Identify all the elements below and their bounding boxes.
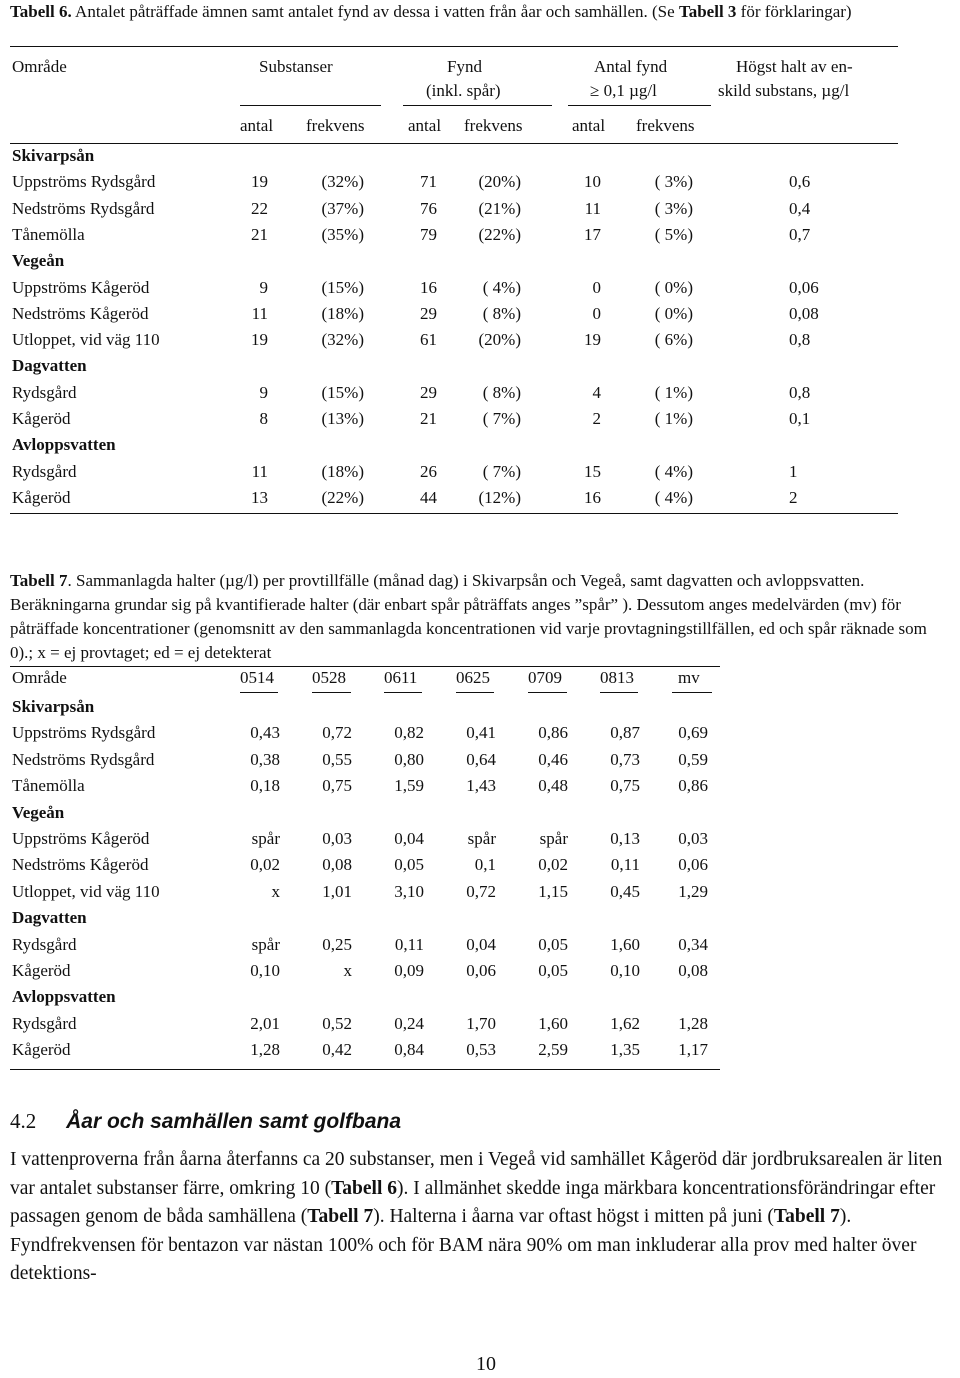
table7-cell: 0,02 <box>538 855 568 875</box>
table6-cell: 11 <box>584 198 601 218</box>
section-heading <box>10 1109 401 1134</box>
table7-cell: 0,69 <box>678 723 708 743</box>
table7-caption-label: Tabell 7 <box>10 571 68 590</box>
table7-cell: 0,86 <box>538 723 568 743</box>
page-number: 10 <box>476 1353 496 1375</box>
table6-header-max: Högst halt av en- <box>736 57 853 76</box>
table6-row <box>0 172 960 198</box>
table6-cell: (15%) <box>321 277 364 297</box>
table6-row-name: Rydsgård <box>12 461 77 481</box>
table7-header-col: 0813 <box>600 668 634 687</box>
table6-row-name: Utloppet, vid väg 110 <box>12 330 160 350</box>
table6-cell: ( 5%) <box>654 224 693 244</box>
table6-subheader-frekvens-1: frekvens <box>306 116 365 135</box>
table6-header-finds-sub: (inkl. spår) <box>426 81 501 100</box>
table6-row-name: Kågeröd <box>12 487 71 507</box>
table6-cell: 0,06 <box>789 277 819 297</box>
table7-header-col: mv <box>678 668 700 687</box>
table6-row-name: Uppströms Rydsgård <box>12 172 156 192</box>
table6-cell: 17 <box>584 224 601 244</box>
table7-row <box>0 1014 960 1040</box>
table7-cell: 0,73 <box>610 749 640 769</box>
table7-section-row <box>0 803 960 829</box>
table7-cell: 1,60 <box>610 934 640 954</box>
table7-cell: 3,10 <box>394 881 424 901</box>
table7-cell: 0,45 <box>610 881 640 901</box>
table6-cell: 21 <box>420 409 437 428</box>
table6-cell: ( 7%) <box>482 461 521 481</box>
table7-col-rule-5 <box>528 692 567 693</box>
table6-cell: (35%) <box>321 224 364 244</box>
table6-cell: ( 4%) <box>654 461 693 481</box>
table6-cell: 0 <box>592 277 601 297</box>
table6-section-label: Vegeån <box>12 251 65 271</box>
table7-cell: 2,59 <box>538 1040 568 1060</box>
table7-top-rule <box>10 666 720 667</box>
table7-header-col: 0611 <box>384 668 418 687</box>
table7-cell: 1,01 <box>322 881 352 901</box>
table6-cell: 0 <box>592 303 601 323</box>
table7-row-name: Rydsgård <box>12 1013 77 1033</box>
table7-cell: 0,48 <box>538 776 568 796</box>
table6-cell: ( 3%) <box>654 198 693 218</box>
table7-col-rule-6 <box>600 692 638 693</box>
table6-row <box>0 330 960 356</box>
table7-cell: spår <box>539 829 568 848</box>
table7-cell: 0,75 <box>322 776 352 796</box>
table6-header-area: Område <box>12 57 67 76</box>
table7-section-label: Avloppsvatten <box>12 987 116 1007</box>
table7-section-row <box>0 697 960 723</box>
table7-section-row <box>0 987 960 1013</box>
table6-cell: 15 <box>584 461 601 481</box>
table6-subheader-frekvens-3: frekvens <box>636 116 695 135</box>
table7-cell: 0,24 <box>394 1013 424 1033</box>
table7-header-area: Område <box>12 668 67 687</box>
table6-section-label: Skivarpsån <box>12 146 95 165</box>
table7-cell: spår <box>251 829 280 848</box>
table7-header-col: 0625 <box>456 668 490 687</box>
table7-section-label: Skivarpsån <box>12 697 95 716</box>
table7-row-name: Tånemölla <box>12 776 85 796</box>
table6-cell: 13 <box>251 487 268 507</box>
table6-cell: 11 <box>251 461 268 481</box>
table6-bottom-rule <box>10 513 898 514</box>
table6-section-row <box>0 146 960 172</box>
table6-cell: (22%) <box>478 224 521 244</box>
table6-cell: ( 7%) <box>482 409 521 428</box>
body-paragraph <box>10 1146 945 1289</box>
table7-cell: 0,72 <box>322 723 352 743</box>
table7-col-rule-3 <box>384 692 422 693</box>
body-ref-table6[interactable]: Tabell 6 <box>331 1177 398 1199</box>
table7-header-col: 0709 <box>528 668 562 687</box>
section-title: Åar och samhällen samt golfbana <box>66 1110 402 1133</box>
table7-row <box>0 855 960 881</box>
table6-cell: 79 <box>420 224 437 244</box>
table7-row-name: Nedströms Rydsgård <box>12 749 155 769</box>
table7-section-row <box>0 908 960 934</box>
table6-row-name: Rydsgård <box>12 382 77 402</box>
table6-cell: 4 <box>592 382 601 402</box>
table6-cell: ( 1%) <box>654 382 693 402</box>
table7-cell: 0,10 <box>250 961 280 980</box>
table6-cell: 29 <box>420 382 437 402</box>
body-text-1: I vattenproverna från åarna återfanns ca 20 substanser, men i Vegeå vid samhället Kågeröd där jordbruksarealen är liten var antalet substanser färre, omkring 10 ( <box>10 1149 943 1199</box>
table6-caption-ref: Tabell 3 <box>678 2 737 21</box>
table6-cell: 22 <box>251 198 268 218</box>
table6-cell: 9 <box>259 277 268 297</box>
table6-row-name: Nedströms Rydsgård <box>12 198 155 218</box>
table7-section-label: Dagvatten <box>12 908 87 928</box>
table7-cell: 0,08 <box>322 855 352 875</box>
table6-row-name: Uppströms Kågeröd <box>12 277 150 297</box>
table7-caption <box>10 569 935 665</box>
table7-cell: 1,70 <box>466 1013 496 1033</box>
table6-cell: ( 8%) <box>482 303 521 323</box>
table7-col-rule-7 <box>672 692 712 693</box>
table7-row-name: Rydsgård <box>12 934 77 954</box>
table7-cell: 0,11 <box>394 934 424 954</box>
table6-cell: ( 1%) <box>654 409 693 428</box>
table7-row <box>0 776 960 802</box>
table6-cell: 8 <box>259 409 268 428</box>
table7-cell: 0,72 <box>466 881 496 901</box>
table6-section-label: Dagvatten <box>12 356 87 376</box>
table6-cell: 11 <box>251 303 268 323</box>
table7-header-col: 0514 <box>240 668 274 687</box>
body-text-2: ). I allmänhet skedde inga märkbara koncentrationsförändringar efter passagen genom de båda samhällena ( <box>10 1177 936 1227</box>
table6-row <box>0 278 960 304</box>
table6-cell: (20%) <box>478 330 521 350</box>
table7-cell: 1,17 <box>678 1040 708 1060</box>
table6-header-finds: Fynd <box>447 57 482 76</box>
table7-row-name: Kågeröd <box>12 1040 71 1060</box>
table7-cell: 0,84 <box>394 1040 424 1060</box>
table7-cell: 0,42 <box>322 1040 352 1060</box>
table7-cell: 1,35 <box>610 1040 640 1060</box>
table6-cell: 0,4 <box>789 198 811 218</box>
table7-cell: 0,04 <box>466 934 496 954</box>
table7-cell: 1,59 <box>394 776 424 796</box>
table7-col-rule-2 <box>312 692 351 693</box>
table7-cell: 0,02 <box>250 855 280 875</box>
table7-cell: 0,59 <box>678 749 708 769</box>
table7-cell: 0,46 <box>538 749 568 769</box>
table6-cell: 0,7 <box>789 224 811 244</box>
table6-cell: 76 <box>420 198 437 218</box>
table6-cell: (13%) <box>321 409 364 428</box>
table6-cell: 26 <box>420 461 437 481</box>
table7-cell: 0,53 <box>466 1040 496 1060</box>
table7-cell: 0,08 <box>678 961 708 980</box>
table6-caption <box>10 0 935 23</box>
table7-cell: 0,52 <box>322 1013 352 1033</box>
table7-row <box>0 750 960 776</box>
table6-header-substances: Substanser <box>259 57 333 76</box>
table7-cell: 0,55 <box>322 749 352 769</box>
table7-cell: 0,86 <box>678 776 708 796</box>
table6-cell: (37%) <box>321 198 364 218</box>
table7-row-name: Nedströms Kågeröd <box>12 855 149 875</box>
table6-cell: (15%) <box>321 382 364 402</box>
body-ref-table7-a[interactable]: Tabell 7 <box>307 1206 374 1227</box>
table6-row-name: Tånemölla <box>12 224 85 244</box>
table7-cell: 0,82 <box>394 723 424 743</box>
table6-cell: 61 <box>420 330 437 350</box>
table7-cell: spår <box>251 934 280 954</box>
table6-row <box>0 383 960 409</box>
table6-cell: (18%) <box>321 303 364 323</box>
table6-cell: (21%) <box>478 198 521 218</box>
table7-cell: 0,05 <box>538 961 568 980</box>
table7-row-name: Utloppet, vid väg 110 <box>12 881 160 901</box>
table6-cell: 2 <box>592 409 601 428</box>
table7-cell: 0,25 <box>322 934 352 954</box>
table7-row <box>0 935 960 961</box>
table6-cell: 0,6 <box>789 172 811 192</box>
table6-cell: 16 <box>420 277 437 297</box>
table6-row <box>0 304 960 330</box>
table6-header-count-sub: ≥ 0,1 µg/l <box>590 81 657 100</box>
table6-section-row <box>0 251 960 277</box>
table6-cell: 29 <box>420 303 437 323</box>
table6-cell: 19 <box>251 330 268 350</box>
table7-row <box>0 882 960 908</box>
table6-cell: 0,08 <box>789 303 819 323</box>
table7-cell: 1,62 <box>610 1013 640 1033</box>
table7-cell: 0,80 <box>394 749 424 769</box>
table6-cell: ( 6%) <box>654 330 693 350</box>
table7-cell: spår <box>467 829 496 848</box>
table7-cell: 0,04 <box>394 829 424 848</box>
table6-cell: 16 <box>584 487 601 507</box>
table6-cell: (20%) <box>478 172 521 192</box>
table7-cell: 0,11 <box>610 855 640 875</box>
table6-row <box>0 488 960 514</box>
table7-row <box>0 723 960 749</box>
table7-cell: 1,28 <box>250 1040 280 1060</box>
table6-caption-text: Antalet påträffade ämnen samt antalet fynd av dessa i vatten från åar och samhällen. (Se <box>71 2 679 21</box>
table7-header-col: 0528 <box>312 668 346 687</box>
table6-count-rule <box>568 105 711 106</box>
table7-cell: 0,18 <box>250 776 280 796</box>
table6-subheader-antal-1: antal <box>240 116 274 135</box>
table6-cell: (22%) <box>321 487 364 507</box>
body-text-4: ). Fyndfrekvensen för bentazon var nästan 100% och för BAM nära 90% om man inkluderar alla prov med halter över detektions- <box>10 1206 917 1284</box>
table7-bottom-rule <box>10 1069 720 1070</box>
table7-col-rule-1 <box>240 692 278 693</box>
table6-substances-rule <box>240 105 381 106</box>
table6-row-name: Nedströms Kågeröd <box>12 303 149 323</box>
table6-cell: (18%) <box>321 461 364 481</box>
table6-row <box>0 409 960 435</box>
table6-subheader-frekvens-2: frekvens <box>464 116 523 135</box>
table6-cell: 21 <box>251 224 268 244</box>
table6-header-rule <box>10 143 898 144</box>
table6-row-name: Kågeröd <box>12 409 71 428</box>
table6-cell: 9 <box>259 382 268 402</box>
table7-cell: 0,05 <box>538 934 568 954</box>
table6-subheader-antal-2: antal <box>408 116 442 135</box>
table6-cell: ( 8%) <box>482 382 521 402</box>
table7-cell: 0,34 <box>678 934 708 954</box>
table6-cell: (32%) <box>321 172 364 192</box>
table6-top-rule <box>10 46 898 47</box>
table7-cell: 1,15 <box>538 881 568 901</box>
table7-row <box>0 1040 960 1066</box>
table7-cell: 0,38 <box>250 749 280 769</box>
table7-cell: 0,1 <box>474 855 496 875</box>
table7-cell: 0,10 <box>610 961 640 980</box>
table6-cell: 0,8 <box>789 382 811 402</box>
table6-cell: ( 0%) <box>654 303 693 323</box>
table6-cell: 0,1 <box>789 409 811 428</box>
table7-cell: 1,43 <box>466 776 496 796</box>
table6-cell: 0,8 <box>789 330 811 350</box>
table6-cell: 2 <box>789 487 798 507</box>
section-number: 4.2 <box>10 1109 37 1133</box>
table6-cell: 10 <box>584 172 601 192</box>
table7-cell: 0,75 <box>610 776 640 796</box>
body-ref-table7-b[interactable]: Tabell 7 <box>773 1206 840 1227</box>
table7-cell: 0,06 <box>466 961 496 980</box>
table7-cell: 0,43 <box>250 723 280 743</box>
table7-row-name: Uppströms Kågeröd <box>12 829 150 848</box>
table6-section-row <box>0 356 960 382</box>
table6-section-row <box>0 435 960 461</box>
table7-cell: 1,29 <box>678 881 708 901</box>
table6-cell: 44 <box>420 487 437 507</box>
table6-cell: 1 <box>789 461 798 481</box>
table7-caption-text: . Sammanlagda halter (µg/l) per provtillfälle (månad dag) i Skivarpsån och Vegeå, samt dagvatten och avloppsvatten. Beräkningarna grundar sig på kvantifierade halter (där enbart spår påträffats anges ”spår” ). Dessutom anges medelvärden (mv) för påträffade koncentrationer (genomsnitt av den sammanlagda koncentrationen vid varje provtagningstillfällen, ed och spår räknade som 0).; x = ej provtaget; ed = ej detekterat <box>10 571 927 662</box>
table7-col-rule-4 <box>456 692 494 693</box>
table7-cell: 0,09 <box>394 961 424 980</box>
table6-row <box>0 225 960 251</box>
table7-cell: x <box>271 881 280 901</box>
table7-row <box>0 961 960 987</box>
table7-section-label: Vegeån <box>12 802 65 822</box>
table6-row <box>0 199 960 225</box>
table6-row <box>0 462 960 488</box>
table7-cell: 1,60 <box>538 1013 568 1033</box>
table7-cell: 2,01 <box>250 1013 280 1033</box>
body-text-3: ). Halterna i åarna var oftast högst i mitten på juni ( <box>373 1206 774 1227</box>
table7-cell: 0,64 <box>466 749 496 769</box>
table6-cell: ( 4%) <box>482 277 521 297</box>
table7-cell: 0,03 <box>678 829 708 848</box>
table6-cell: 19 <box>251 172 268 192</box>
table6-section-label: Avloppsvatten <box>12 435 116 455</box>
table7-cell: 0,06 <box>678 855 708 875</box>
table7-row-name: Kågeröd <box>12 961 71 980</box>
table6-cell: (32%) <box>321 330 364 350</box>
table6-cell: ( 4%) <box>654 487 693 507</box>
table7-cell: 0,05 <box>394 855 424 875</box>
table6-cell: ( 3%) <box>654 172 693 192</box>
table7-cell: 0,87 <box>610 723 640 743</box>
table7-cell: 1,28 <box>678 1013 708 1033</box>
table6-caption-end: för förklaringar) <box>736 2 852 21</box>
table6-cell: 19 <box>584 330 601 350</box>
table7-cell: 0,03 <box>322 829 352 848</box>
table6-header-count: Antal fynd <box>594 57 668 76</box>
table7-row <box>0 829 960 855</box>
table6-caption-label: Tabell 6. <box>10 2 72 21</box>
table6-cell: ( 0%) <box>654 277 693 297</box>
table7-row-name: Uppströms Rydsgård <box>12 723 156 743</box>
table6-finds-rule <box>403 105 552 106</box>
table6-cell: (12%) <box>478 487 521 507</box>
table7-cell: x <box>343 961 352 980</box>
table7-cell: 0,13 <box>610 829 640 848</box>
table7-cell: 0,41 <box>466 723 496 743</box>
table6-subheader-antal-3: antal <box>572 116 606 135</box>
table6-cell: 71 <box>420 172 437 192</box>
table6-header-max-sub: skild substans, µg/l <box>718 81 850 100</box>
